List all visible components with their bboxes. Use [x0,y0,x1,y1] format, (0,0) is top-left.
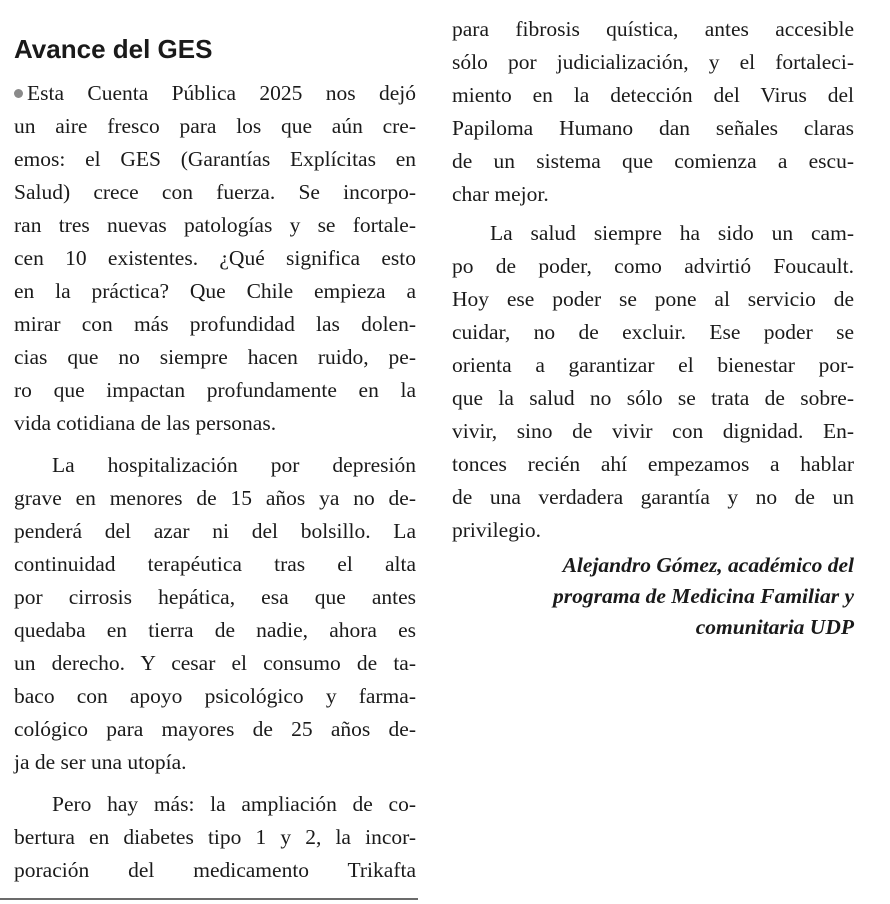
signature-line: programa de Medicina Familiar y [553,584,854,609]
paragraph-line: Salud) crece con fuerza. Se incorpo- [14,180,416,204]
paragraph-line: miento en la detección del Virus del [452,83,854,107]
paragraph-line: continuidad terapéutica tras el alta [14,552,416,576]
paragraph-line: penderá del azar ni del bolsillo. La [14,519,416,543]
paragraph-line: Hoy ese poder se pone al servicio de [452,287,854,311]
paragraph-line: cológico para mayores de 25 años de- [14,717,416,741]
paragraph-line [14,78,416,109]
paragraph-line: que la salud no sólo se trata de sobre- [452,386,854,410]
paragraph-line: ran tres nuevas patologías y se fortale- [14,213,416,237]
paragraph-line: cuidar, no de excluir. Ese poder se [452,320,854,344]
paragraph-line: emos: el GES (Garantías Explícitas en [14,147,416,171]
paragraph-line: Pero hay más: la ampliación de co- [52,792,416,816]
paragraph-line: poración del medicamento Trikafta [14,858,416,882]
paragraph-line: tonces recién ahí empezamos a hablar [452,452,854,476]
paragraph-line: cias que no siempre hacen ruido, pe- [14,345,416,369]
paragraph-line: un derecho. Y cesar el consumo de ta- [14,651,416,675]
paragraph-line: privilegio. [452,518,541,542]
paragraph-line: bertura en diabetes tipo 1 y 2, la incor- [14,825,416,849]
paragraph-line: baco con apoyo psicológico y farma- [14,684,416,708]
paragraph-line: ro que impactan profundamente en la [14,378,416,402]
paragraph-line: quedaba en tierra de nadie, ahora es [14,618,416,642]
author-signature [452,550,854,644]
paragraph-line: orienta a garantizar el bienestar por- [452,353,854,377]
paragraph-line: por cirrosis hepática, esa que antes [14,585,416,609]
article-headline: Avance del GES [14,34,213,64]
paragraph-line: para fibrosis quística, antes accesible [452,17,854,41]
paragraph-line: vivir, sino de vivir con dignidad. En- [452,419,854,443]
paragraph-line: po de poder, como advirtió Foucault. [452,254,854,278]
paragraph-line: sólo por judicialización, y el fortaleci- [452,50,854,74]
paragraph-line: un aire fresco para los que aún cre- [14,114,416,138]
paragraph-line: de un sistema que comienza a escu- [452,149,854,173]
paragraph-line: mirar con más profundidad las dolen- [14,312,416,336]
paragraph-line: ja de ser una utopía. [14,750,187,774]
paragraph-line: La hospitalización por depresión [52,453,416,477]
paragraph-line: vida cotidiana de las personas. [14,411,277,435]
paragraph-line: cen 10 existentes. ¿Qué significa esto [14,246,416,270]
paragraph-line: en la práctica? Que Chile empieza a [14,279,416,303]
paragraph-line: La salud siempre ha sido un cam- [490,221,854,245]
paragraph-line: char mejor. [452,182,549,206]
paragraph-line: de una verdadera garantía y no de un [452,485,854,509]
bullet-icon [14,89,23,98]
line-text: Esta Cuenta Pública 2025 nos dejó [27,81,416,105]
paragraph-line: grave en menores de 15 años ya no de- [14,486,416,510]
paragraph-line: Papiloma Humano dan señales claras [452,116,854,140]
signature-line: Alejandro Gómez, académico del [562,553,854,577]
bottom-divider [0,898,418,900]
signature-line: comunitaria UDP [695,615,854,640]
